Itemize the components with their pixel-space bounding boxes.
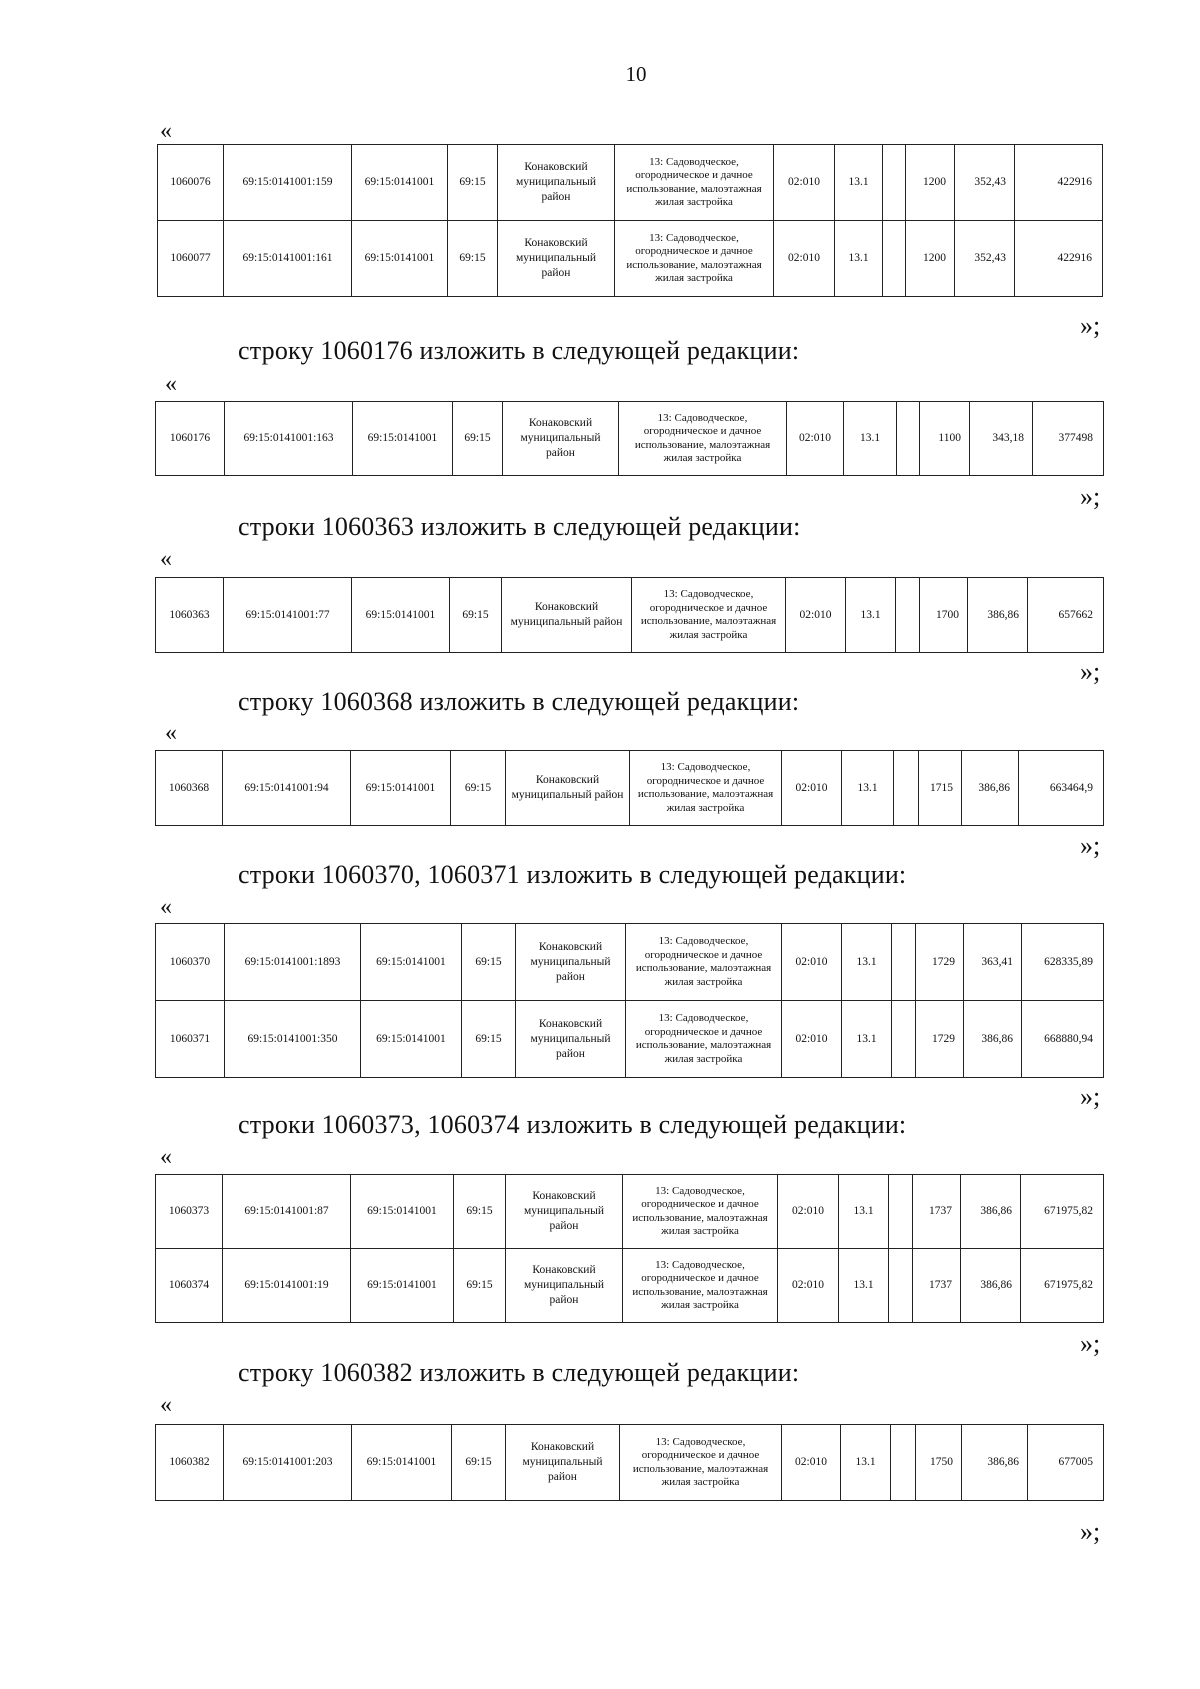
district-code: 69:15 — [462, 924, 516, 1001]
area: 1729 — [916, 924, 964, 1001]
open-quote: « — [160, 1392, 172, 1418]
cadastral-number: 69:15:0141001:1893 — [225, 924, 361, 1001]
cadastral-quarter: 69:15:0141001 — [352, 221, 448, 297]
usage-group: 13.1 — [841, 1425, 891, 1501]
cadastral-value: 668880,94 — [1022, 1001, 1104, 1078]
land-use: 13: Садоводческое, огородническое и дачное использование, малоэтажная жилая застройка — [615, 145, 774, 221]
cadastral-number: 69:15:0141001:94 — [223, 751, 351, 826]
area: 1729 — [916, 1001, 964, 1078]
cadastral-quarter: 69:15:0141001 — [361, 924, 462, 1001]
open-quote: « — [160, 118, 172, 144]
cadastral-value: 663464,9 — [1019, 751, 1104, 826]
usage-group: 13.1 — [842, 751, 894, 826]
area: 1750 — [916, 1425, 962, 1501]
close-quote: »; — [1080, 657, 1101, 686]
page-number: 10 — [625, 62, 647, 86]
district-code: 69:15 — [448, 145, 498, 221]
district-name: Конаковский муниципальный район — [516, 924, 626, 1001]
table-row — [156, 1175, 1104, 1249]
usage-group: 13.1 — [839, 1175, 889, 1249]
usage-group: 13.1 — [839, 1249, 889, 1323]
usage-group: 13.1 — [835, 221, 883, 297]
close-quote: »; — [1080, 1082, 1101, 1111]
section-heading: строку 1060368 изложить в следующей редакции: — [238, 687, 800, 716]
table-row — [158, 145, 1103, 221]
record-table — [157, 144, 1103, 297]
section-heading: строку 1060382 изложить в следующей редакции: — [238, 1358, 800, 1387]
district-name: Конаковский муниципальный район — [502, 578, 632, 653]
section-heading: строки 1060370, 1060371 изложить в следующей редакции: — [238, 860, 907, 889]
specific-value: 386,86 — [962, 1425, 1028, 1501]
cadastral-number: 69:15:0141001:87 — [223, 1175, 351, 1249]
empty-cell — [889, 1175, 913, 1249]
usage-code: 02:010 — [782, 1425, 841, 1501]
usage-code: 02:010 — [786, 578, 846, 653]
specific-value: 343,18 — [970, 402, 1033, 476]
usage-code: 02:010 — [782, 924, 842, 1001]
district-name: Конаковский муниципальный район — [498, 145, 615, 221]
row-id: 1060077 — [158, 221, 224, 297]
district-code: 69:15 — [448, 221, 498, 297]
land-use: 13: Садоводческое, огородническое и дачное использование, малоэтажная жилая застройка — [623, 1175, 778, 1249]
cadastral-number: 69:15:0141001:19 — [223, 1249, 351, 1323]
table-row — [156, 924, 1104, 1001]
usage-code: 02:010 — [778, 1249, 839, 1323]
row-id: 1060363 — [156, 578, 224, 653]
cadastral-value: 657662 — [1028, 578, 1104, 653]
section-heading: строки 1060363 изложить в следующей редакции: — [238, 512, 801, 541]
cadastral-number: 69:15:0141001:350 — [225, 1001, 361, 1078]
row-id: 1060370 — [156, 924, 225, 1001]
usage-code: 02:010 — [782, 751, 842, 826]
area: 1100 — [920, 402, 970, 476]
close-quote: »; — [1080, 831, 1101, 860]
land-use: 13: Садоводческое, огородническое и дачное использование, малоэтажная жилая застройка — [620, 1425, 782, 1501]
close-quote: »; — [1080, 1329, 1101, 1358]
table-row — [156, 402, 1104, 476]
land-use: 13: Садоводческое, огородническое и дачное использование, малоэтажная жилая застройка — [623, 1249, 778, 1323]
usage-group: 13.1 — [844, 402, 897, 476]
open-quote: « — [165, 371, 177, 397]
usage-group: 13.1 — [842, 1001, 892, 1078]
usage-code: 02:010 — [774, 145, 835, 221]
district-code: 69:15 — [451, 751, 506, 826]
district-code: 69:15 — [454, 1249, 506, 1323]
open-quote: « — [160, 546, 172, 572]
area: 1700 — [920, 578, 968, 653]
row-id: 1060382 — [156, 1425, 224, 1501]
usage-group: 13.1 — [846, 578, 896, 653]
cadastral-value: 422916 — [1015, 145, 1103, 221]
land-use: 13: Садоводческое, огородническое и дачное использование, малоэтажная жилая застройка — [630, 751, 782, 826]
specific-value: 386,86 — [964, 1001, 1022, 1078]
district-name: Конаковский муниципальный район — [506, 1425, 620, 1501]
open-quote: « — [165, 720, 177, 746]
land-use: 13: Садоводческое, огородническое и дачное использование, малоэтажная жилая застройка — [626, 924, 782, 1001]
close-quote: »; — [1080, 311, 1101, 340]
table-row — [156, 578, 1104, 653]
cadastral-number: 69:15:0141001:163 — [225, 402, 353, 476]
district-code: 69:15 — [453, 402, 503, 476]
row-id: 1060176 — [156, 402, 225, 476]
cadastral-value: 671975,82 — [1021, 1175, 1104, 1249]
section-heading: строку 1060176 изложить в следующей редакции: — [238, 336, 800, 365]
cadastral-value: 422916 — [1015, 221, 1103, 297]
cadastral-value: 628335,89 — [1022, 924, 1104, 1001]
record-table — [155, 750, 1104, 826]
cadastral-number: 69:15:0141001:77 — [224, 578, 352, 653]
row-id: 1060076 — [158, 145, 224, 221]
cadastral-quarter: 69:15:0141001 — [353, 402, 453, 476]
empty-cell — [883, 145, 906, 221]
cadastral-value: 677005 — [1028, 1425, 1104, 1501]
open-quote: « — [160, 894, 172, 920]
cadastral-quarter: 69:15:0141001 — [361, 1001, 462, 1078]
cadastral-quarter: 69:15:0141001 — [351, 1249, 454, 1323]
cadastral-quarter: 69:15:0141001 — [351, 1175, 454, 1249]
cadastral-value: 671975,82 — [1021, 1249, 1104, 1323]
table-row — [156, 1425, 1104, 1501]
empty-cell — [883, 221, 906, 297]
land-use: 13: Садоводческое, огородническое и дачное использование, малоэтажная жилая застройка — [626, 1001, 782, 1078]
usage-code: 02:010 — [774, 221, 835, 297]
empty-cell — [897, 402, 920, 476]
specific-value: 363,41 — [964, 924, 1022, 1001]
cadastral-quarter: 69:15:0141001 — [352, 1425, 452, 1501]
area: 1715 — [919, 751, 962, 826]
land-use: 13: Садоводческое, огородническое и дачное использование, малоэтажная жилая застройка — [619, 402, 787, 476]
empty-cell — [889, 1249, 913, 1323]
district-name: Конаковский муниципальный район — [503, 402, 619, 476]
cadastral-quarter: 69:15:0141001 — [352, 145, 448, 221]
district-code: 69:15 — [452, 1425, 506, 1501]
specific-value: 352,43 — [955, 221, 1015, 297]
specific-value: 386,86 — [962, 751, 1019, 826]
district-name: Конаковский муниципальный район — [506, 751, 630, 826]
district-code: 69:15 — [450, 578, 502, 653]
close-quote: »; — [1080, 1517, 1101, 1546]
section-heading: строки 1060373, 1060374 изложить в следующей редакции: — [238, 1110, 907, 1139]
land-use: 13: Садоводческое, огородническое и дачное использование, малоэтажная жилая застройка — [632, 578, 786, 653]
row-id: 1060373 — [156, 1175, 223, 1249]
close-quote: »; — [1080, 482, 1101, 511]
specific-value: 386,86 — [961, 1249, 1021, 1323]
usage-group: 13.1 — [842, 924, 892, 1001]
record-table — [155, 1424, 1104, 1501]
empty-cell — [896, 578, 920, 653]
usage-group: 13.1 — [835, 145, 883, 221]
row-id: 1060374 — [156, 1249, 223, 1323]
area: 1200 — [906, 221, 955, 297]
record-table — [155, 401, 1104, 476]
district-name: Конаковский муниципальный район — [498, 221, 615, 297]
area: 1737 — [913, 1249, 961, 1323]
row-id: 1060371 — [156, 1001, 225, 1078]
cadastral-quarter: 69:15:0141001 — [352, 578, 450, 653]
district-code: 69:15 — [462, 1001, 516, 1078]
specific-value: 352,43 — [955, 145, 1015, 221]
record-table — [155, 1174, 1104, 1323]
table-row — [156, 1001, 1104, 1078]
district-name: Конаковский муниципальный район — [506, 1249, 623, 1323]
usage-code: 02:010 — [787, 402, 844, 476]
cadastral-number: 69:15:0141001:161 — [224, 221, 352, 297]
row-id: 1060368 — [156, 751, 223, 826]
district-code: 69:15 — [454, 1175, 506, 1249]
area: 1737 — [913, 1175, 961, 1249]
cadastral-quarter: 69:15:0141001 — [351, 751, 451, 826]
table-row — [158, 221, 1103, 297]
usage-code: 02:010 — [782, 1001, 842, 1078]
open-quote: « — [160, 1144, 172, 1170]
specific-value: 386,86 — [961, 1175, 1021, 1249]
empty-cell — [894, 751, 919, 826]
record-table — [155, 577, 1104, 653]
usage-code: 02:010 — [778, 1175, 839, 1249]
cadastral-number: 69:15:0141001:159 — [224, 145, 352, 221]
record-table — [155, 923, 1104, 1078]
specific-value: 386,86 — [968, 578, 1028, 653]
land-use: 13: Садоводческое, огородническое и дачное использование, малоэтажная жилая застройка — [615, 221, 774, 297]
empty-cell — [892, 1001, 916, 1078]
area: 1200 — [906, 145, 955, 221]
table-row — [156, 1249, 1104, 1323]
table-row — [156, 751, 1104, 826]
cadastral-number: 69:15:0141001:203 — [224, 1425, 352, 1501]
district-name: Конаковский муниципальный район — [516, 1001, 626, 1078]
empty-cell — [891, 1425, 916, 1501]
empty-cell — [892, 924, 916, 1001]
cadastral-value: 377498 — [1033, 402, 1104, 476]
district-name: Конаковский муниципальный район — [506, 1175, 623, 1249]
